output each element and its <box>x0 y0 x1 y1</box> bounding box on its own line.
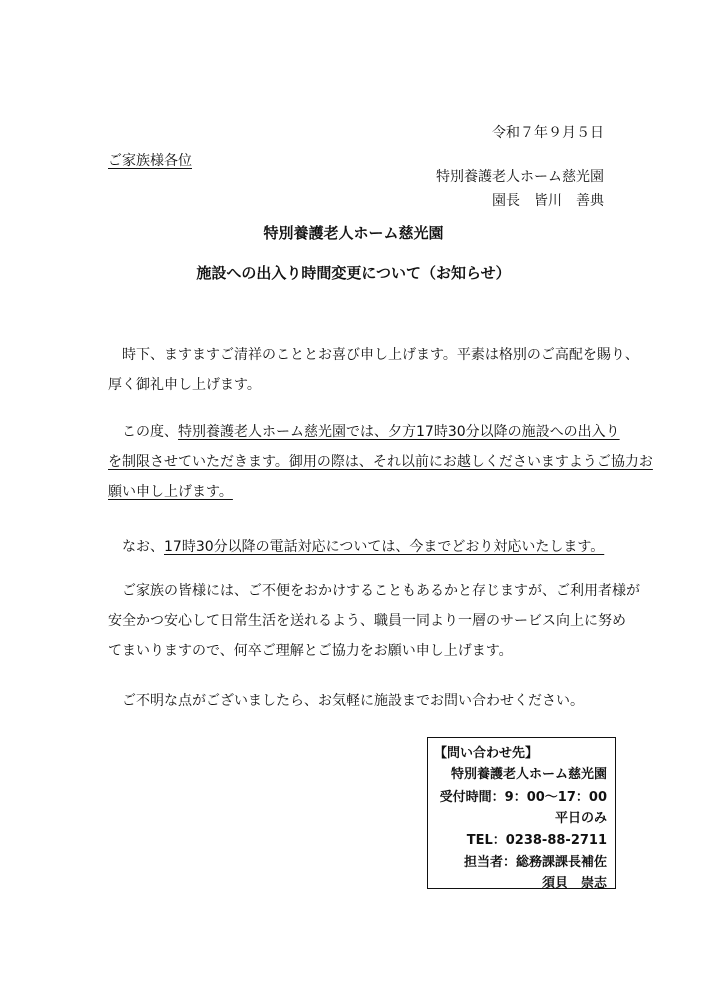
sender-name: 園長 皆川 善典 <box>492 193 604 209</box>
underlined-text: 願い申し上げます。 <box>108 484 233 500</box>
contact-phone: TEL：0238-88-2711 <box>466 833 607 848</box>
paragraph-line: ご家族の皆様には、ご不便をおかけすることもあるかと存じますが、ご利用者様が <box>108 583 640 599</box>
sender-organization: 特別養護老人ホーム慈光園 <box>436 169 604 185</box>
contact-days: 平日のみ <box>554 811 607 826</box>
underlined-text: 17時30分以降の電話対応については、今までどおり対応いたします。 <box>164 539 605 555</box>
underlined-text: 特別養護老人ホーム慈光園では、夕方17時30分以降の施設への出入り <box>178 424 620 440</box>
contact-organization: 特別養護老人ホーム慈光園 <box>450 767 607 782</box>
paragraph-line <box>108 532 608 562</box>
paragraph-line: てまいりますので、何卒ご理解とご協力をお願い申し上げます。 <box>108 643 513 659</box>
paragraph-line: 厚く御礼申し上げます。 <box>108 377 261 393</box>
title-organization: 特別養護老人ホーム慈光園 <box>263 224 444 242</box>
contact-person-name: 須貝 崇志 <box>541 876 607 891</box>
paragraph-line: 時下、ますますご清祥のこととお喜び申し上げます。平素は格別のご高配を賜り、 <box>108 347 639 363</box>
paragraph-phone <box>108 532 608 562</box>
underlined-text: を制限させていただきます。御用の際は、それ以前にお越しくださいますようご協力お <box>108 454 653 470</box>
paragraph-line <box>108 477 608 507</box>
paragraph-lead: なお、 <box>108 539 164 555</box>
paragraph-apology <box>108 576 640 666</box>
paragraph-inquiry <box>108 686 608 716</box>
contact-heading: 【問い合わせ先】 <box>434 746 539 761</box>
contact-box <box>427 737 616 889</box>
recipient: ご家族様各位 <box>108 153 192 169</box>
paragraph-line: ご不明な点がございましたら、お気軽に施設までお問い合わせください。 <box>108 693 584 709</box>
document-date: 令和７年９月５日 <box>492 125 604 141</box>
document-title: 施設への出入り時間変更について（お知らせ） <box>196 264 511 282</box>
paragraph-line: 安全かつ安心して日常生活を送れるよう、職員一同より一層のサービス向上に努め <box>108 613 626 629</box>
contact-person-title: 担当者：総務課課長補佐 <box>463 855 607 870</box>
contact-hours: 受付時間：9：00～17：00 <box>439 790 607 805</box>
paragraph-lead: この度、 <box>108 424 178 440</box>
paragraph-line <box>108 417 620 447</box>
paragraph-greeting <box>108 340 639 400</box>
paragraph-notice <box>108 417 653 507</box>
